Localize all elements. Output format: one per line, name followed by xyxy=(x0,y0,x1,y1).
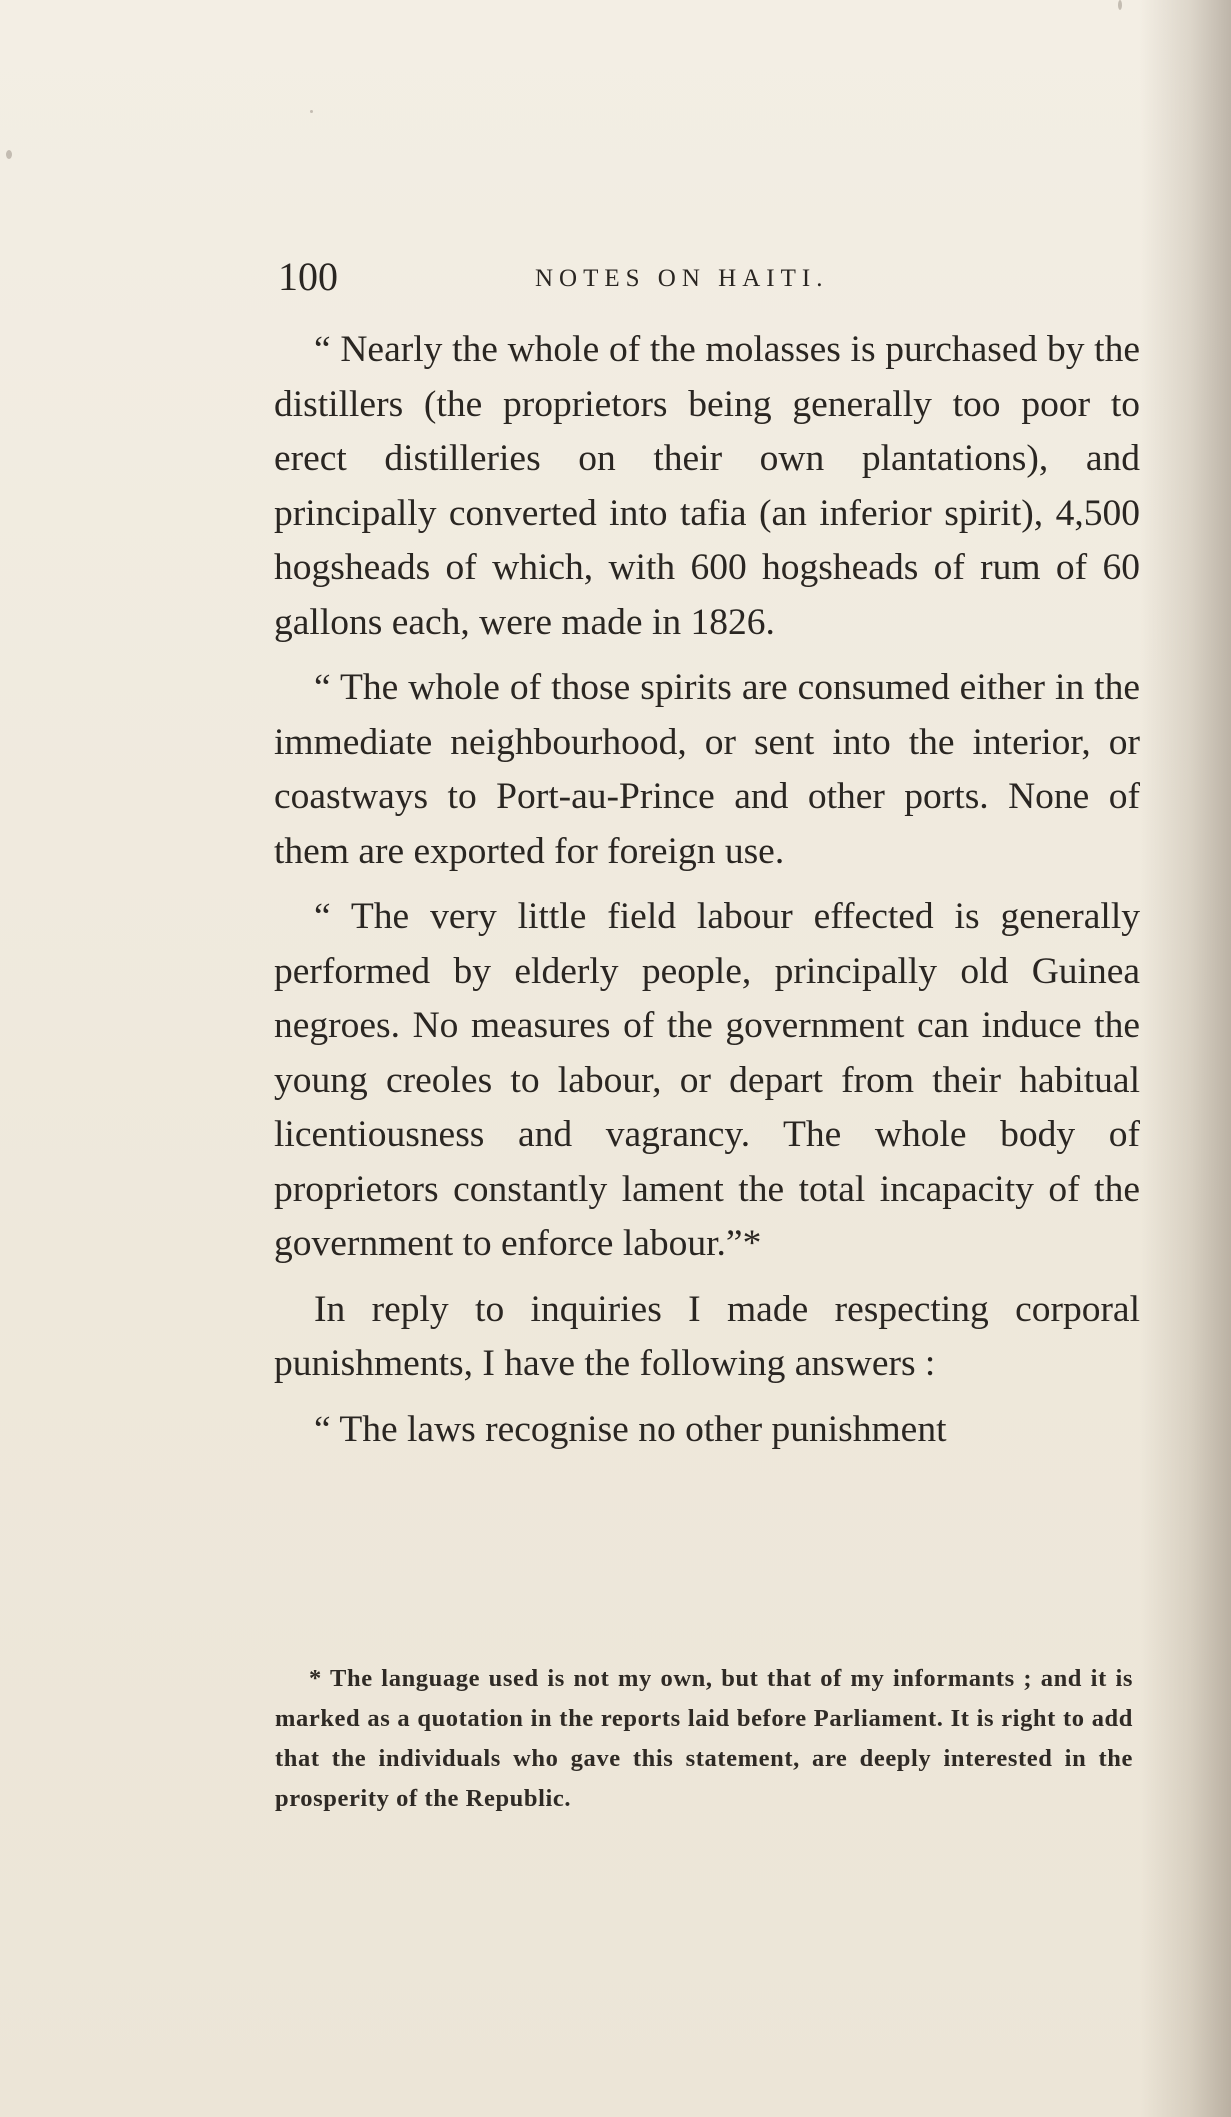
paragraph-field-labour: “ The very little field labour effected is generally performed by elderly people, principally old Guinea negroes. No measures of the government can induce the young creoles to labour, or depart from their habitual licentiousness and vagrancy. The whole body of proprietors constantly lament the total incapacity of the government to enforce labour.”* xyxy=(274,896,1140,1264)
paper-speck xyxy=(6,150,12,159)
body-text xyxy=(274,323,1140,1468)
footnote-text: * The language used is not my own, but that of my informants ; and it is marked as a quotation in the reports laid before Parliament. It is right to add that the individuals who gave this statement, are deeply interested in the prosperity of the Republic. xyxy=(275,1665,1133,1812)
paragraph-laws: “ The laws recognise no other punishment xyxy=(314,1408,947,1450)
paper-speck xyxy=(1118,0,1122,10)
page-header xyxy=(278,252,1138,302)
running-head: NOTES ON HAITI. xyxy=(535,265,829,292)
paragraph-corporal-punishments: In reply to inquiries I made respecting corporal punishments, I have the following answers : xyxy=(274,1288,1140,1384)
page-number: 100 xyxy=(278,254,338,299)
footnote xyxy=(275,1659,1133,1819)
paragraph-molasses: “ Nearly the whole of the molasses is purchased by the distillers (the proprietors being generally too poor to erect distilleries on their own plantations), and principally converted into tafia (an inferior spirit), 4,500 hogsheads of which, with 600 hogsheads of rum of 60 gallons each, were made in 1826. xyxy=(274,329,1140,643)
paragraph-spirits: “ The whole of those spirits are consumed either in the immediate neighbourhood, or sent into the interior, or coastways to Port-au-Prince and other ports. None of them are exported for foreign use. xyxy=(274,667,1140,872)
paper-speck xyxy=(310,110,313,113)
